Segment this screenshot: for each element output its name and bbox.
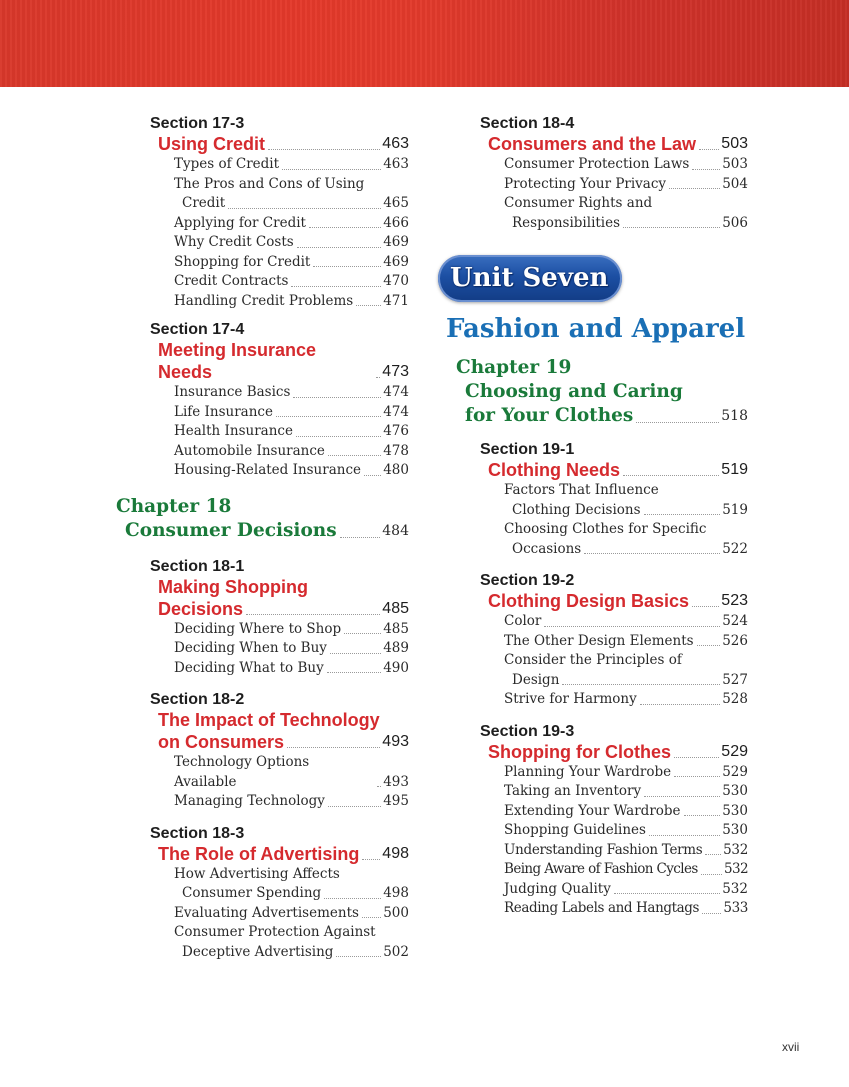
entry-text: Consumer Rights and <box>504 195 653 211</box>
page-number: 493 <box>382 733 409 750</box>
page-number: 470 <box>383 273 409 289</box>
entry-text-cont: Responsibilities <box>512 214 621 231</box>
dot-leader <box>324 898 381 899</box>
dot-leader <box>684 815 721 816</box>
dot-leader <box>228 208 381 209</box>
page-number: 463 <box>383 156 409 172</box>
dot-leader <box>644 796 720 797</box>
dot-leader <box>344 633 381 634</box>
entry-text: Factors That Influence <box>504 482 659 498</box>
page-number: 527 <box>722 671 748 688</box>
page-number: 503 <box>722 156 748 172</box>
page-number: 476 <box>383 423 409 439</box>
dot-leader <box>701 874 722 875</box>
dot-leader <box>340 537 381 538</box>
page-number: 485 <box>383 620 409 637</box>
entry-text-cont: Credit <box>182 195 226 211</box>
toc-entry[interactable] <box>174 403 409 423</box>
section-title-row[interactable] <box>158 133 409 155</box>
section-title-row[interactable] <box>488 741 748 763</box>
dot-leader <box>377 786 381 787</box>
toc-entry[interactable] <box>504 155 748 175</box>
section-title: Shopping for Clothes <box>488 741 671 762</box>
page-number: 469 <box>383 253 409 270</box>
entry-text: Understanding Fashion Terms <box>504 841 703 858</box>
dot-leader <box>699 149 719 150</box>
section-title: Using Credit <box>158 134 266 154</box>
dot-leader <box>623 227 720 228</box>
entry-text: Shopping Guidelines <box>504 822 646 838</box>
section-title-row[interactable] <box>158 709 409 753</box>
entry-text: Taking an Inventory <box>504 783 642 799</box>
dot-leader <box>293 397 381 398</box>
section-title: Clothing Needs <box>488 460 621 480</box>
page-number: 493 <box>383 773 409 790</box>
page-number: 530 <box>722 802 748 819</box>
entry-text-cont: Occasions <box>512 540 582 557</box>
entry-text: Housing-Related Insurance <box>174 462 362 478</box>
dot-leader <box>702 913 721 914</box>
entry-text: Extending Your Wardrobe <box>504 802 681 819</box>
dot-leader <box>649 835 720 836</box>
page-number: 474 <box>383 384 409 400</box>
page-number: 484 <box>382 522 409 539</box>
section-19-1 <box>446 440 748 559</box>
toc-entry[interactable] <box>504 175 748 195</box>
section-18-1 <box>116 557 409 679</box>
entry-text: Reading Labels and Hangtags <box>504 900 700 916</box>
toc-entry[interactable] <box>504 194 748 233</box>
dot-leader <box>296 436 381 437</box>
page-number: 523 <box>721 592 748 609</box>
toc-entry[interactable] <box>174 620 409 640</box>
entry-text-cont: Consumer Spending <box>182 885 322 901</box>
section-label: Section 17-4 <box>150 321 245 338</box>
toc-entry[interactable] <box>504 782 748 802</box>
entry-text: Managing Technology <box>174 793 325 809</box>
dot-leader <box>362 917 381 918</box>
page-number: 524 <box>722 613 748 629</box>
entry-text: Types of Credit <box>174 156 280 172</box>
section-label: Section 19-3 <box>480 722 575 740</box>
dot-leader <box>309 227 381 228</box>
toc-entry[interactable] <box>504 802 748 822</box>
toc-entry[interactable] <box>174 792 409 812</box>
dot-leader <box>327 672 382 673</box>
page-number: 503 <box>721 135 748 152</box>
section-title-cont: on Consumers <box>158 732 285 752</box>
section-title-cont: Decisions <box>158 598 244 619</box>
section-title: The Role of Advertising <box>158 843 360 864</box>
section-title-row[interactable] <box>488 590 748 612</box>
page-number: 529 <box>721 742 748 760</box>
dot-leader <box>674 757 719 758</box>
section-label: Section 18-4 <box>480 115 575 132</box>
section-title: Consumers and the Law <box>488 134 697 154</box>
toc-entry[interactable] <box>504 860 748 880</box>
dot-leader <box>674 776 720 777</box>
chapter-label: Chapter 19 <box>456 357 572 378</box>
section-title: Clothing Design Basics <box>488 591 690 611</box>
unit-badge: Unit Seven <box>438 255 622 302</box>
toc-entry[interactable] <box>504 520 748 559</box>
page-number: 473 <box>382 363 409 380</box>
dot-leader <box>356 305 381 306</box>
toc-entry[interactable] <box>174 155 409 175</box>
toc-entry[interactable] <box>174 865 409 904</box>
entry-text: Life Insurance <box>174 403 273 420</box>
dot-leader <box>336 956 381 957</box>
section-19-2 <box>446 571 748 710</box>
page-number: 498 <box>383 885 409 901</box>
toc-left-column <box>116 114 409 971</box>
entry-text-cont: Design <box>512 671 560 688</box>
unit-title[interactable]: Fashion and Apparel <box>446 314 746 344</box>
entry-text: Health Insurance <box>174 423 293 439</box>
page-number: 469 <box>383 234 409 250</box>
page-number: 495 <box>383 793 409 809</box>
section-title-row[interactable] <box>158 339 409 383</box>
entry-text: Deciding Where to Shop <box>174 620 342 637</box>
page-number: 529 <box>722 763 748 780</box>
page-number: 489 <box>383 640 409 656</box>
page-folio: xvii <box>782 1040 800 1054</box>
dot-leader <box>669 188 720 189</box>
dot-leader <box>584 553 720 554</box>
toc-entry[interactable] <box>504 899 748 919</box>
toc-entry[interactable] <box>504 841 748 861</box>
entry-text: Strive for Harmony <box>504 691 637 707</box>
entry-text: Consumer Protection Laws <box>504 156 690 172</box>
page-number: 528 <box>722 691 748 707</box>
toc-entry[interactable] <box>174 753 409 792</box>
section-title: The Impact of Technology <box>158 710 380 730</box>
entry-text: Shopping for Credit <box>174 253 311 270</box>
entry-text: Deciding When to Buy <box>174 640 327 656</box>
section-label: Section 18-2 <box>150 691 245 708</box>
unit-header <box>446 255 748 346</box>
page-number: 465 <box>383 195 409 211</box>
entry-text: Why Credit Costs <box>174 234 294 250</box>
section-18-2 <box>116 690 409 812</box>
toc-entry[interactable] <box>174 923 409 962</box>
section-17-3 <box>116 114 409 311</box>
toc-entry[interactable] <box>174 442 409 462</box>
chapter-18[interactable] <box>116 495 409 543</box>
toc-right-column <box>446 114 748 928</box>
page-number: 530 <box>722 783 748 799</box>
toc-entry[interactable] <box>174 175 409 214</box>
dot-leader <box>692 169 720 170</box>
entry-text: Evaluating Advertisements <box>174 904 359 921</box>
section-label: Section 18-3 <box>150 824 245 842</box>
toc-entry[interactable] <box>174 253 409 273</box>
entry-text: Automobile Insurance <box>174 442 325 459</box>
dot-leader <box>562 684 720 685</box>
section-title: Making Shopping <box>158 576 308 597</box>
page-number: 478 <box>383 442 409 459</box>
page-number: 471 <box>383 292 409 309</box>
chapter-label: Chapter 18 <box>116 495 232 517</box>
page-number: 485 <box>382 599 409 617</box>
dot-leader <box>282 169 381 170</box>
page-number: 498 <box>382 844 409 862</box>
chapter-title-cont: for Your Clothes <box>465 405 634 426</box>
page-number: 519 <box>722 501 748 518</box>
section-title-row[interactable] <box>158 576 409 620</box>
toc-entry[interactable] <box>174 461 409 481</box>
entry-text: Credit Contracts <box>174 273 289 289</box>
toc-entry[interactable] <box>174 659 409 679</box>
toc-entry[interactable] <box>504 632 748 652</box>
toc-entry[interactable] <box>174 383 409 403</box>
dot-leader <box>328 455 381 456</box>
dot-leader <box>697 645 721 646</box>
dot-leader <box>623 475 719 476</box>
dot-leader <box>268 149 380 150</box>
toc-entry[interactable] <box>174 233 409 253</box>
chapter-title: Choosing and Caring <box>465 381 683 402</box>
page-number: 500 <box>383 904 409 921</box>
page-number: 506 <box>722 214 748 231</box>
page-number: 532 <box>723 841 748 858</box>
entry-text: Color <box>504 613 542 629</box>
section-label: Section 17-3 <box>150 115 245 132</box>
toc-entry[interactable] <box>504 690 748 710</box>
entry-text: Deciding What to Buy <box>174 659 324 676</box>
page-number: 504 <box>722 175 748 192</box>
entry-text: Being Aware of Fashion Cycles <box>504 861 698 877</box>
page-number: 530 <box>722 822 748 838</box>
toc-entry[interactable] <box>504 651 748 690</box>
chapter-title: Consumer Decisions <box>125 519 337 541</box>
dot-leader <box>614 893 720 894</box>
page-number: 533 <box>723 900 748 916</box>
toc-entry[interactable] <box>504 880 748 900</box>
dot-leader <box>276 416 381 417</box>
section-title-row[interactable] <box>158 843 409 865</box>
entry-text: Consider the Principles of <box>504 652 682 668</box>
section-title-row[interactable] <box>488 133 748 155</box>
entry-text: The Other Design Elements <box>504 632 694 649</box>
toc-entry[interactable] <box>174 904 409 924</box>
section-18-4 <box>446 114 748 233</box>
dot-leader <box>362 859 380 860</box>
toc-entry[interactable] <box>504 821 748 841</box>
dot-leader <box>640 704 720 705</box>
dot-leader <box>636 422 719 423</box>
page-number: 532 <box>724 861 748 877</box>
dot-leader <box>287 747 380 748</box>
entry-text: The Pros and Cons of Using <box>174 175 365 192</box>
dot-leader <box>330 653 381 654</box>
entry-text: Consumer Protection Against <box>174 924 376 940</box>
entry-text: Judging Quality <box>504 880 611 897</box>
section-label: Section 19-2 <box>480 572 575 589</box>
page-number: 518 <box>721 408 748 424</box>
toc-entry[interactable] <box>504 763 748 783</box>
dot-leader <box>544 626 720 627</box>
page-number: 526 <box>722 632 748 649</box>
section-title: Meeting Insurance Needs <box>158 340 317 382</box>
entry-text: Applying for Credit <box>174 214 306 231</box>
toc-entry[interactable] <box>504 612 748 632</box>
dot-leader <box>328 806 381 807</box>
page-number: 463 <box>382 135 409 152</box>
section-label: Section 18-1 <box>150 557 245 575</box>
dot-leader <box>291 286 381 287</box>
page-number: 490 <box>383 659 409 676</box>
page-number: 532 <box>722 880 748 897</box>
toc-entry[interactable] <box>174 422 409 442</box>
section-19-3 <box>446 722 748 919</box>
entry-text: Planning Your Wardrobe <box>504 763 672 780</box>
chapter-19[interactable] <box>446 356 748 428</box>
section-title-row[interactable] <box>488 459 748 481</box>
entry-text-cont: Clothing Decisions <box>512 501 641 518</box>
entry-text: Technology Options Available <box>174 754 310 790</box>
page-number: 522 <box>722 540 748 557</box>
entry-text: Insurance Basics <box>174 384 291 400</box>
page-number: 480 <box>383 462 409 478</box>
toc-entry[interactable] <box>504 481 748 520</box>
toc-entry[interactable] <box>174 272 409 292</box>
toc-entry[interactable] <box>174 292 409 312</box>
entry-text: Protecting Your Privacy <box>504 175 667 192</box>
entry-text-cont: Deceptive Advertising <box>182 943 334 960</box>
page-number: 474 <box>383 403 409 420</box>
section-label: Section 19-1 <box>480 441 575 458</box>
section-17-4 <box>116 320 409 481</box>
dot-leader <box>705 854 721 855</box>
entry-text: Choosing Clothes for Specific <box>504 521 707 537</box>
header-banner <box>0 0 849 87</box>
dot-leader <box>313 266 381 267</box>
dot-leader <box>692 606 719 607</box>
entry-text: Handling Credit Problems <box>174 292 354 309</box>
page-number: 502 <box>383 943 409 960</box>
page-number: 466 <box>383 214 409 231</box>
dot-leader <box>644 514 721 515</box>
dot-leader <box>246 614 380 615</box>
entry-text: How Advertising Affects <box>174 865 340 882</box>
dot-leader <box>297 247 382 248</box>
toc-entry[interactable] <box>174 214 409 234</box>
dot-leader <box>364 475 381 476</box>
page-number: 519 <box>721 461 748 478</box>
dot-leader <box>376 377 380 378</box>
toc-entry[interactable] <box>174 639 409 659</box>
section-18-3 <box>116 824 409 963</box>
